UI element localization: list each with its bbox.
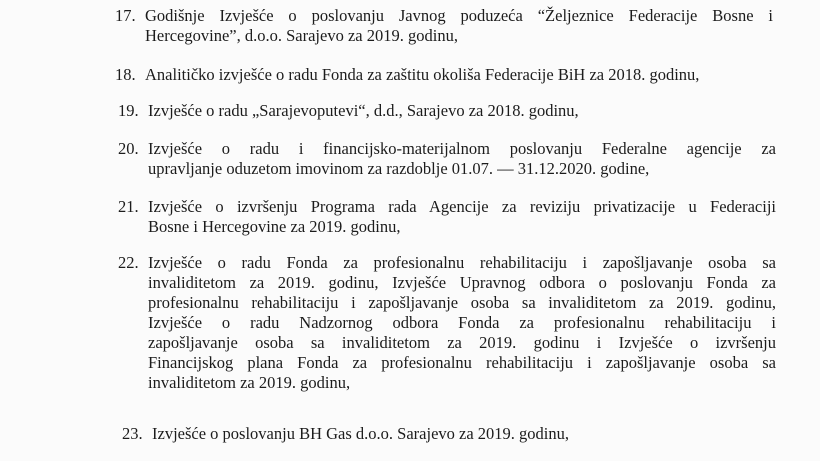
item-text-line: profesionalnu rehabilitaciju i zapošljavanje osoba sa invaliditetom za 2019. godinu, (148, 293, 776, 312)
item-text-line: invaliditetom za 2019. godinu, (148, 373, 351, 392)
item-text-line: Financijskog plana Fonda za profesionalnu rehabilitaciju i zapošljavanje osoba sa (148, 353, 776, 372)
item-text-line: Hercegovine”, d.o.o. Sarajevo za 2019. godinu, (145, 26, 458, 45)
item-number: 20. (118, 139, 139, 158)
item-text-line: Izvješće o poslovanju BH Gas d.o.o. Sarajevo za 2019. godinu, (152, 424, 569, 443)
item-text-line: Izvješće o radu Nadzornog odbora Fonda za profesionalnu rehabilitaciju i (148, 313, 776, 332)
item-text-line: Izvješće o radu i financijsko-materijalnom poslovanju Federalne agencije za (148, 139, 776, 158)
item-text-line: Izvješće o radu Fonda za profesionalnu rehabilitaciju i zapošljavanje osoba sa (148, 253, 776, 272)
item-text-line: invaliditetom za 2019. godinu, Izvješće Upravnog odbora o poslovanju Fonda za (148, 273, 776, 292)
item-text-line: Izvješće o izvršenju Programa rada Agencije za reviziju privatizacije u Federaciji (148, 197, 776, 216)
item-text-line: upravljanje oduzetom imovinom za razdoblje 01.07. — 31.12.2020. godine, (148, 159, 650, 178)
item-number: 18. (115, 65, 136, 84)
item-number: 19. (118, 101, 139, 120)
item-number: 21. (118, 197, 139, 216)
item-number: 17. (115, 6, 136, 25)
item-number: 22. (118, 253, 139, 272)
item-text-line: zapošljavanje osoba sa invaliditetom za 2019. godinu i Izvješće o izvršenju (148, 333, 776, 352)
item-text-line: Analitičko izvješće o radu Fonda za zaštitu okoliša Federacije BiH za 2018. godinu, (145, 65, 700, 84)
item-text-line: Godišnje Izvješće o poslovanju Javnog poduzeća “Željeznice Federacije Bosne i (145, 6, 773, 25)
item-text-line: Izvješće o radu „Sarajevoputevi“, d.d., Sarajevo za 2018. godinu, (148, 101, 579, 120)
item-number: 23. (122, 424, 143, 443)
item-text-line: Bosne i Hercegovine za 2019. godinu, (148, 217, 401, 236)
